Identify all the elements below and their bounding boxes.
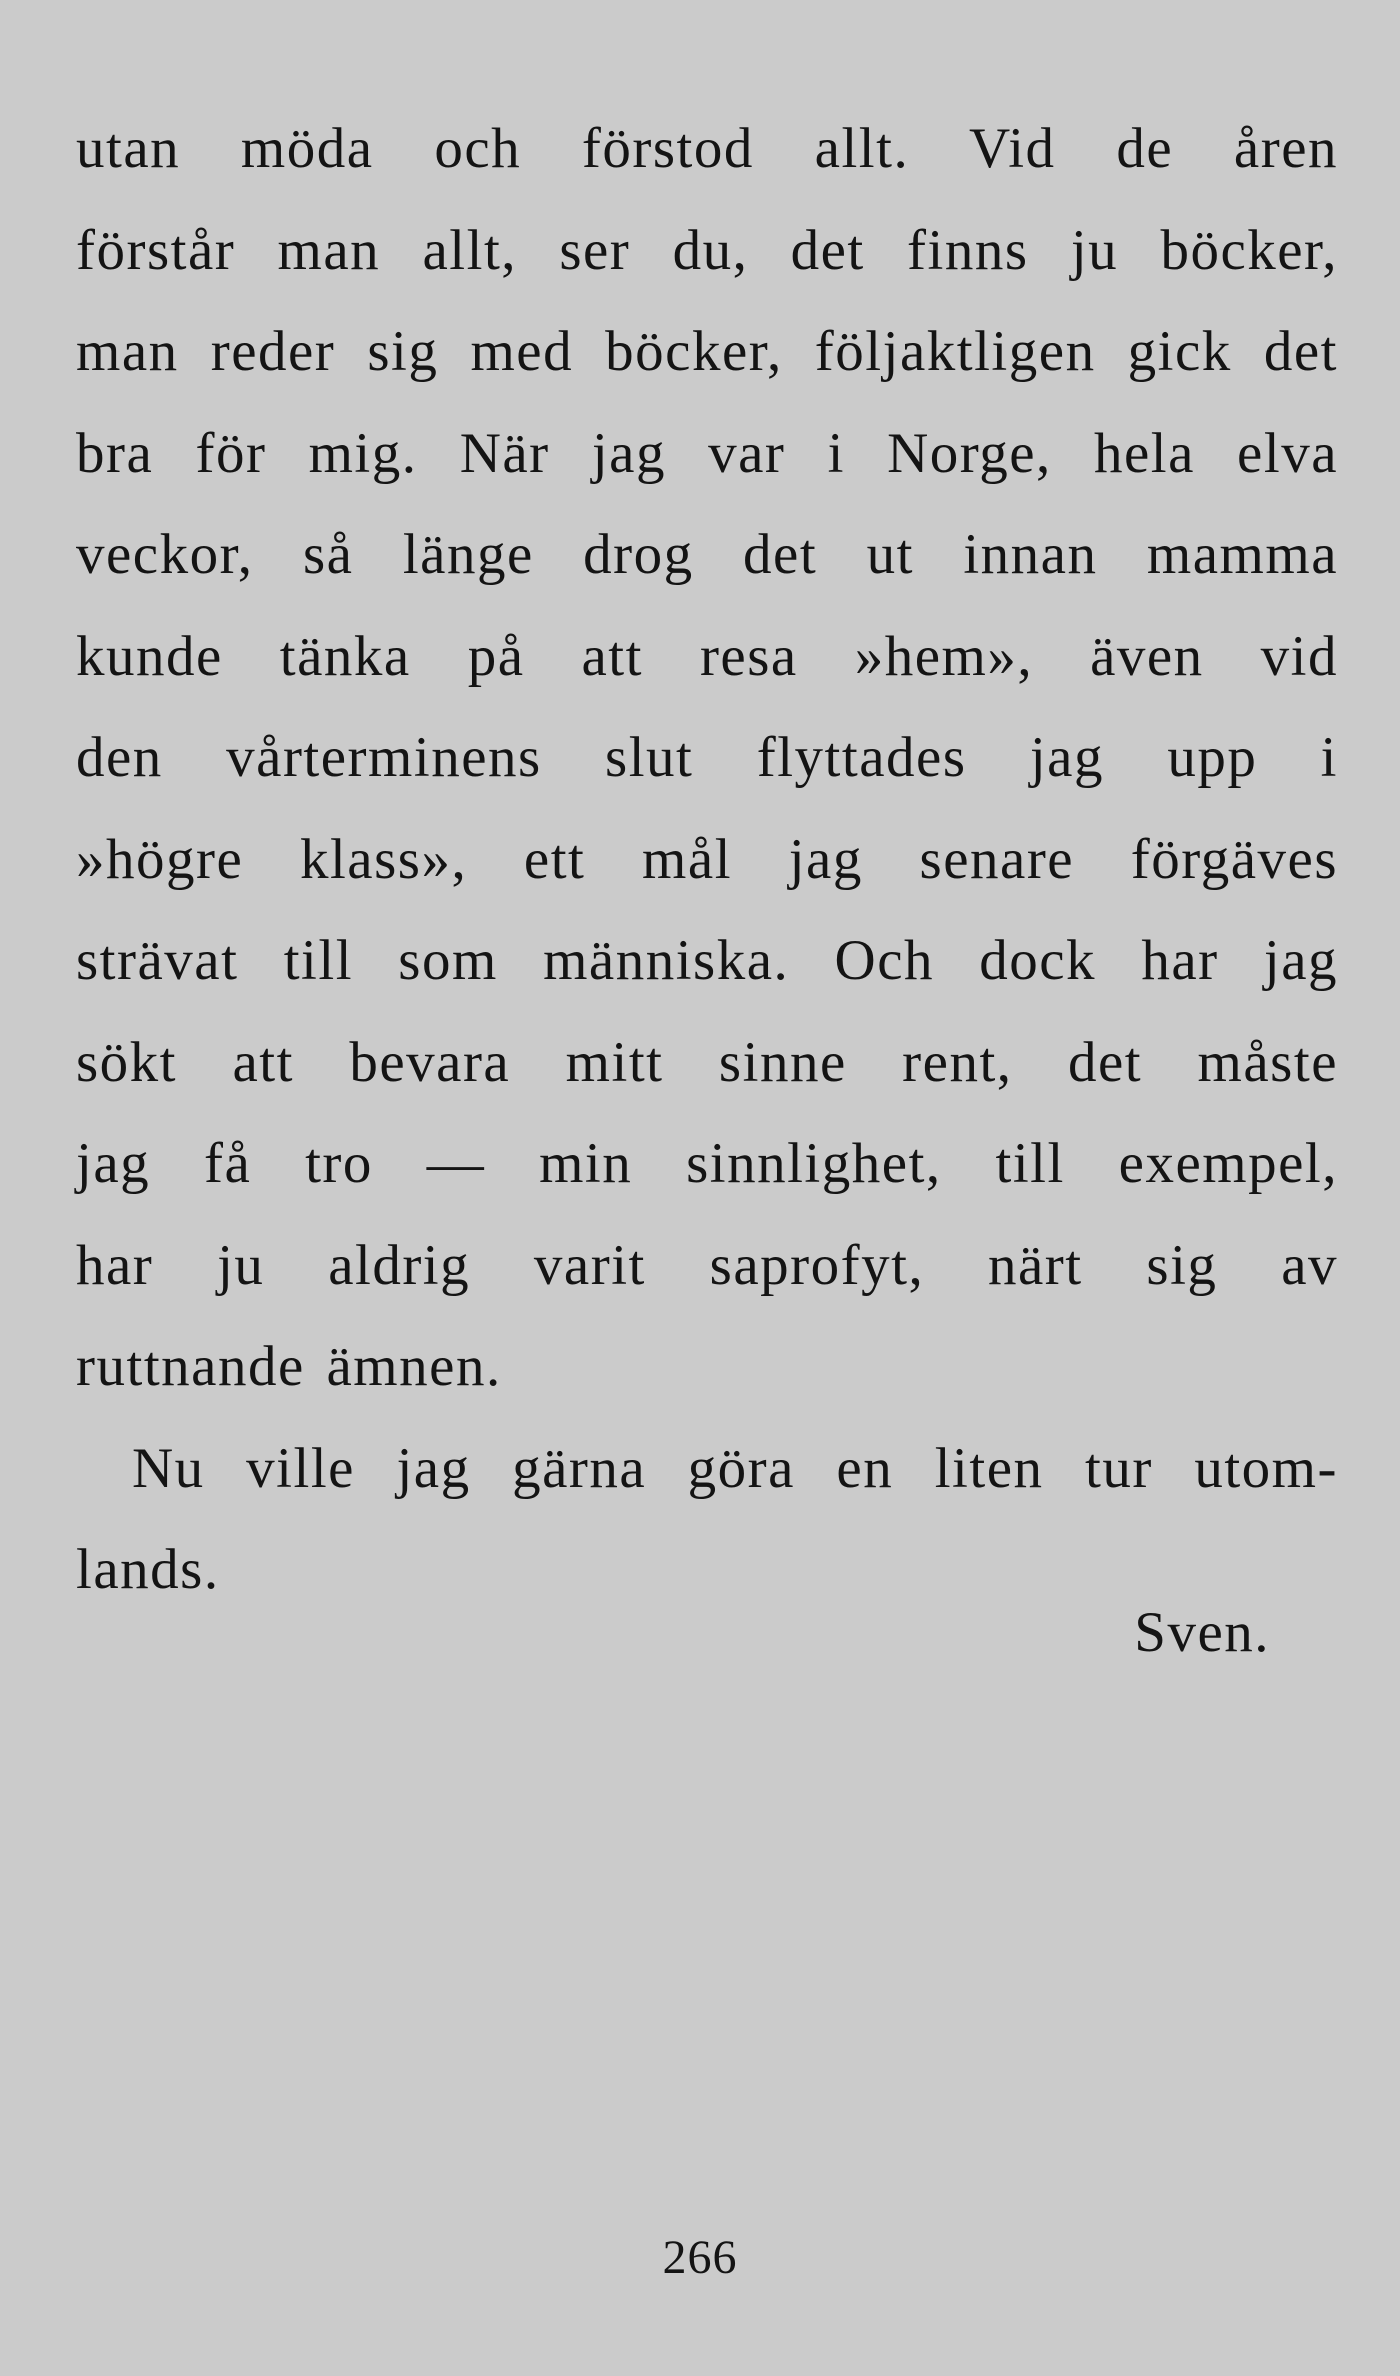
text-line: den vårterminens slut flyttades jag upp i [76, 726, 1338, 789]
text-line: man reder sig med böcker, följaktligen gick det [76, 320, 1338, 383]
text-line: har ju aldrig varit saprofyt, närt sig av [76, 1233, 1338, 1297]
text-line: utan möda och förstod allt. Vid de åren [76, 117, 1338, 180]
signature: Sven. [1134, 1601, 1270, 1664]
text-line: bra för mig. När jag var i Norge, hela elva [76, 421, 1338, 485]
text-line: ruttnande ämnen. [76, 1335, 502, 1398]
text-line: jag få tro — min sinnlighet, till exempel, [76, 1132, 1338, 1195]
text-line: strävat till som människa. Och dock har jag [76, 929, 1338, 992]
text-line: förstår man allt, ser du, det finns ju böcker, [76, 218, 1338, 282]
text-line: sökt att bevara mitt sinne rent, det måste [76, 1030, 1338, 1094]
text-line: kunde tänka på att resa »hem», även vid [76, 624, 1338, 688]
paragraph-1 [76, 98, 1338, 1418]
text-line: Nu ville jag gärna göra en liten tur utom- [132, 1436, 1338, 1500]
text-line: lands. [76, 1538, 220, 1601]
text-line: »högre klass», ett mål jag senare förgäves [76, 827, 1338, 891]
body-text [76, 98, 1338, 1621]
text-line: veckor, så länge drog det ut innan mamma [76, 523, 1338, 586]
page-number: 266 [662, 2231, 738, 2284]
